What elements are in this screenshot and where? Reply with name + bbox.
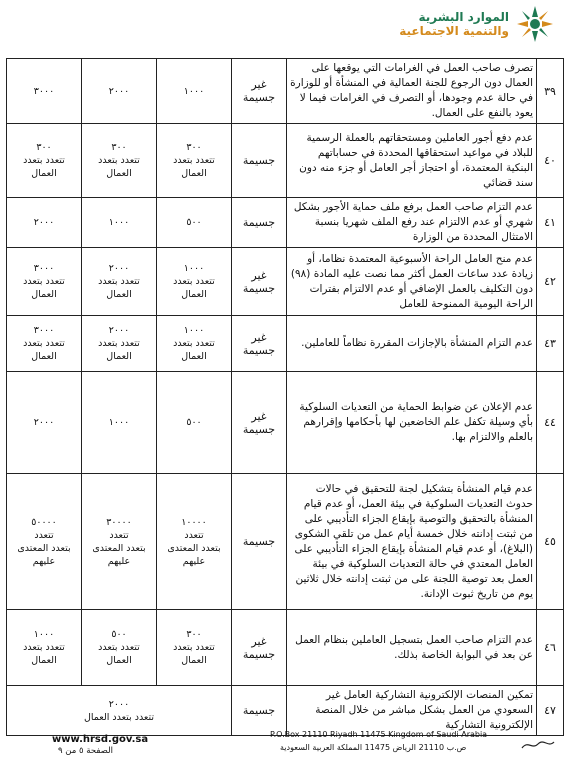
penalty-cell	[82, 316, 157, 372]
penalty-text: ١٠٠٠	[183, 325, 205, 336]
table-row	[7, 124, 564, 198]
penalty-text: تتعدد بتعدد	[98, 642, 140, 653]
violations-table	[6, 58, 564, 736]
table-row	[7, 316, 564, 372]
penalty-text: ٢٠٠٠	[33, 417, 55, 428]
penalty-text: تتعدد بتعدد	[173, 642, 215, 653]
penalty-cell	[7, 474, 82, 610]
footer-address-ar: ص.ب 21110 الرياض 11475 المملكة العربية السعودية	[280, 743, 467, 752]
penalty-text: العمال	[106, 351, 132, 362]
footer-page-number: الصفحة ٥ من ٩	[58, 746, 113, 756]
penalty-cell	[7, 372, 82, 474]
penalty-text: تتعدد بتعدد	[98, 276, 140, 287]
penalty-text: تتعدد بتعدد	[98, 338, 140, 349]
violation-description: عدم التزام صاحب العمل بتسجيل العاملين بنظام العمل عن بعد في البوابة الخاصة بذلك.	[287, 610, 537, 686]
penalty-text: ٢٠٠٠	[108, 263, 130, 274]
penalty-cell	[7, 248, 82, 316]
penalty-cell	[7, 59, 82, 124]
penalty-text: ٥٠٠	[186, 217, 202, 228]
violation-type: غير جسيمة	[232, 248, 287, 316]
violation-number: ٤٧	[537, 686, 564, 736]
logo-line2: والتنمية الاجتماعية	[399, 24, 509, 38]
penalty-cell	[82, 59, 157, 124]
violation-type: جسيمة	[232, 198, 287, 248]
penalty-cell	[157, 59, 232, 124]
violation-number: ٤٣	[537, 316, 564, 372]
penalty-text: ٣٠٠	[186, 142, 202, 153]
page-footer	[0, 730, 569, 766]
table-row	[7, 474, 564, 610]
table-row	[7, 610, 564, 686]
penalty-text: العمال	[31, 351, 57, 362]
penalty-cell	[7, 316, 82, 372]
penalty-text: عليهم	[182, 555, 206, 567]
penalty-text: عليهم	[32, 555, 56, 567]
violation-type: غير جسيمة	[232, 610, 287, 686]
penalty-cell	[157, 474, 232, 610]
penalty-text: تتعدد	[109, 529, 129, 541]
penalty-text: تتعدد بتعدد	[23, 276, 65, 287]
table-row	[7, 372, 564, 474]
penalty-text: عليهم	[107, 555, 131, 567]
violation-type: جسيمة	[232, 686, 287, 736]
violation-number: ٤١	[537, 198, 564, 248]
penalty-cell	[157, 248, 232, 316]
table-row	[7, 686, 564, 736]
penalty-text: ٣٠٠	[186, 629, 202, 640]
penalty-cell	[82, 124, 157, 198]
violation-description: تصرف صاحب العمل في الغرامات التي يوقعها على العمال دون الرجوع للجنة العمالية في المنشأة أو للوزارة في حالة عدم وجودها، أو التصرف في الغرامات فيما لا يعود بالنفع على العمال.	[287, 59, 537, 124]
violation-description: عدم قيام المنشأة بتشكيل لجنة للتحقيق في حالات حدوث التعديات السلوكية في بيئة العمل، أو عدم قيام المنشأة بالتحقيق والتوصية بإيقاع الجزاء التأديبي على من ثبتت إدانته خلال خمسة أيام عمل من تلقي الشكوى (البلاغ)، أو عدم قيام المنشأة بإيقاع الجزاء التأديبي على العامل المعتدي في حالة التعديات السلوكية في بيئة العمل بعد توصية اللجنة على من ثبتت إدانته خلال ثلاثين يوم من تاريخ ثبوت الإدانة.	[287, 474, 537, 610]
penalty-text: تتعدد بتعدد	[173, 338, 215, 349]
violation-description: عدم الإعلان عن ضوابط الحماية من التعديات السلوكية بأي وسيلة تكفل علم الخاضعين لها بأحكامها وإقرارهم بالعلم والالتزام بها.	[287, 372, 537, 474]
violation-type: غير جسيمة	[232, 59, 287, 124]
footer-url: www.hrsd.gov.sa	[52, 734, 149, 745]
table-row	[7, 59, 564, 124]
penalty-cell	[157, 610, 232, 686]
penalty-cell	[82, 474, 157, 610]
violation-description: عدم التزام صاحب العمل برفع ملف حماية الأجور بشكل شهري أو عدم الالتزام عند رفع الملف شهريا بنسبة الامتثال المحددة من الوزارة	[287, 198, 537, 248]
penalty-text: بتعدد المعتدى	[17, 542, 71, 554]
penalty-text: بتعدد المعتدى	[92, 542, 146, 554]
penalty-text: العمال	[181, 168, 207, 179]
penalty-text: تتعدد بتعدد	[23, 642, 65, 653]
footer-address-en: P.O.Box 21110 Riyadh 11475 Kingdom of Saudi Arabia	[270, 730, 488, 739]
penalty-text: تتعدد بتعدد	[98, 155, 140, 166]
penalty-cell	[82, 248, 157, 316]
penalty-text: تتعدد بتعدد	[23, 338, 65, 349]
penalty-text: ١٠٠٠	[183, 263, 205, 274]
penalty-text: العمال	[106, 655, 132, 666]
penalty-cell	[82, 610, 157, 686]
penalty-cell	[157, 316, 232, 372]
penalty-text: العمال	[31, 289, 57, 300]
penalty-cell	[82, 198, 157, 248]
penalty-cell	[7, 198, 82, 248]
penalty-text: ٢٠٠٠	[33, 217, 55, 228]
penalty-cell	[157, 372, 232, 474]
penalty-text: ٣٠٠٠	[33, 325, 55, 336]
penalty-cell	[157, 124, 232, 198]
penalty-text: العمال	[106, 289, 132, 300]
penalty-text: تتعدد	[34, 529, 54, 541]
penalty-text: ٣٠٠	[111, 142, 127, 153]
violation-type: غير جسيمة	[232, 316, 287, 372]
penalty-text: العمال	[181, 351, 207, 362]
penalty-text: ٣٠٠٠	[33, 85, 55, 97]
penalty-text: ٢٠٠٠	[108, 325, 130, 336]
violation-number: ٤٦	[537, 610, 564, 686]
violation-number: ٤٢	[537, 248, 564, 316]
penalty-text: ٥٠٠	[111, 629, 127, 640]
penalty-text: تتعدد بتعدد	[173, 155, 215, 166]
penalty-text: ١٠٠٠	[108, 417, 130, 428]
violation-number: ٤٥	[537, 474, 564, 610]
logo-mark-icon	[515, 4, 555, 44]
penalty-text: ١٠٠٠	[33, 629, 55, 640]
violation-description: عدم دفع أجور العاملين ومستحقاتهم بالعملة الرسمية للبلاد في مواعيد استحقاقها المحددة في حساباتهم البنكية المعتمدة، أو احتجاز أجر العامل أو جزء منه دون سند قضائي	[287, 124, 537, 198]
penalty-text: تتعدد بتعدد	[23, 155, 65, 166]
violation-description: عدم التزام المنشأة بالإجازات المقررة نظاماً للعاملين.	[287, 316, 537, 372]
penalty-cell	[157, 198, 232, 248]
penalty-text: ٣٠٠	[36, 142, 52, 153]
violation-number: ٤٠	[537, 124, 564, 198]
penalty-text: ٣٠٠٠	[33, 263, 55, 274]
penalty-text: العمال	[181, 289, 207, 300]
penalty-text: العمال	[181, 655, 207, 666]
violation-description: عدم منح العامل الراحة الأسبوعية المعتمدة نظاما، أو زيادة عدد ساعات العمل أكثر مما نصت عليه المادة (٩٨) دون التكليف بالعمل الإضافي أو عدم الالتزام بفترات الراحة اليومية الممنوحة للعامل	[287, 248, 537, 316]
violation-type: غير جسيمة	[232, 372, 287, 474]
penalty-text: ٥٠٠	[186, 417, 202, 428]
table-row	[7, 248, 564, 316]
penalty-text: ٥٠٠٠٠	[31, 516, 57, 528]
penalty-text: بتعدد المعتدى	[167, 542, 221, 554]
penalty-text: ٢٠٠٠	[108, 85, 130, 97]
logo-line1: الموارد البشرية	[418, 10, 509, 24]
violation-description: تمكين المنصات الإلكترونية التشاركية العامل غير السعودي من العمل بشكل مباشر من خلال المنصة الإلكترونية التشاركية	[287, 686, 537, 736]
penalty-text: ٢٠٠٠	[108, 698, 130, 710]
penalty-text: تتعدد	[184, 529, 204, 541]
violation-type: جسيمة	[232, 124, 287, 198]
signature-icon	[520, 738, 556, 752]
violation-type: جسيمة	[232, 474, 287, 610]
ministry-logo	[399, 4, 555, 44]
penalty-text: تتعدد بتعدد	[173, 276, 215, 287]
penalty-text: ٣٠٠٠٠	[106, 516, 132, 528]
penalty-text: العمال	[106, 168, 132, 179]
penalty-text: تتعدد بتعدد العمال	[83, 711, 155, 723]
penalty-text: ١٠٠٠	[183, 85, 205, 97]
violation-number: ٤٤	[537, 372, 564, 474]
penalty-cell	[82, 372, 157, 474]
penalty-text: ١٠٠٠	[108, 217, 130, 228]
table-row	[7, 198, 564, 248]
penalty-cell-merged	[7, 686, 232, 736]
violation-number: ٣٩	[537, 59, 564, 124]
penalty-cell	[7, 124, 82, 198]
penalty-text: ١٠٠٠٠	[181, 516, 207, 528]
penalty-text: العمال	[31, 168, 57, 179]
penalty-cell	[7, 610, 82, 686]
penalty-text: العمال	[31, 655, 57, 666]
